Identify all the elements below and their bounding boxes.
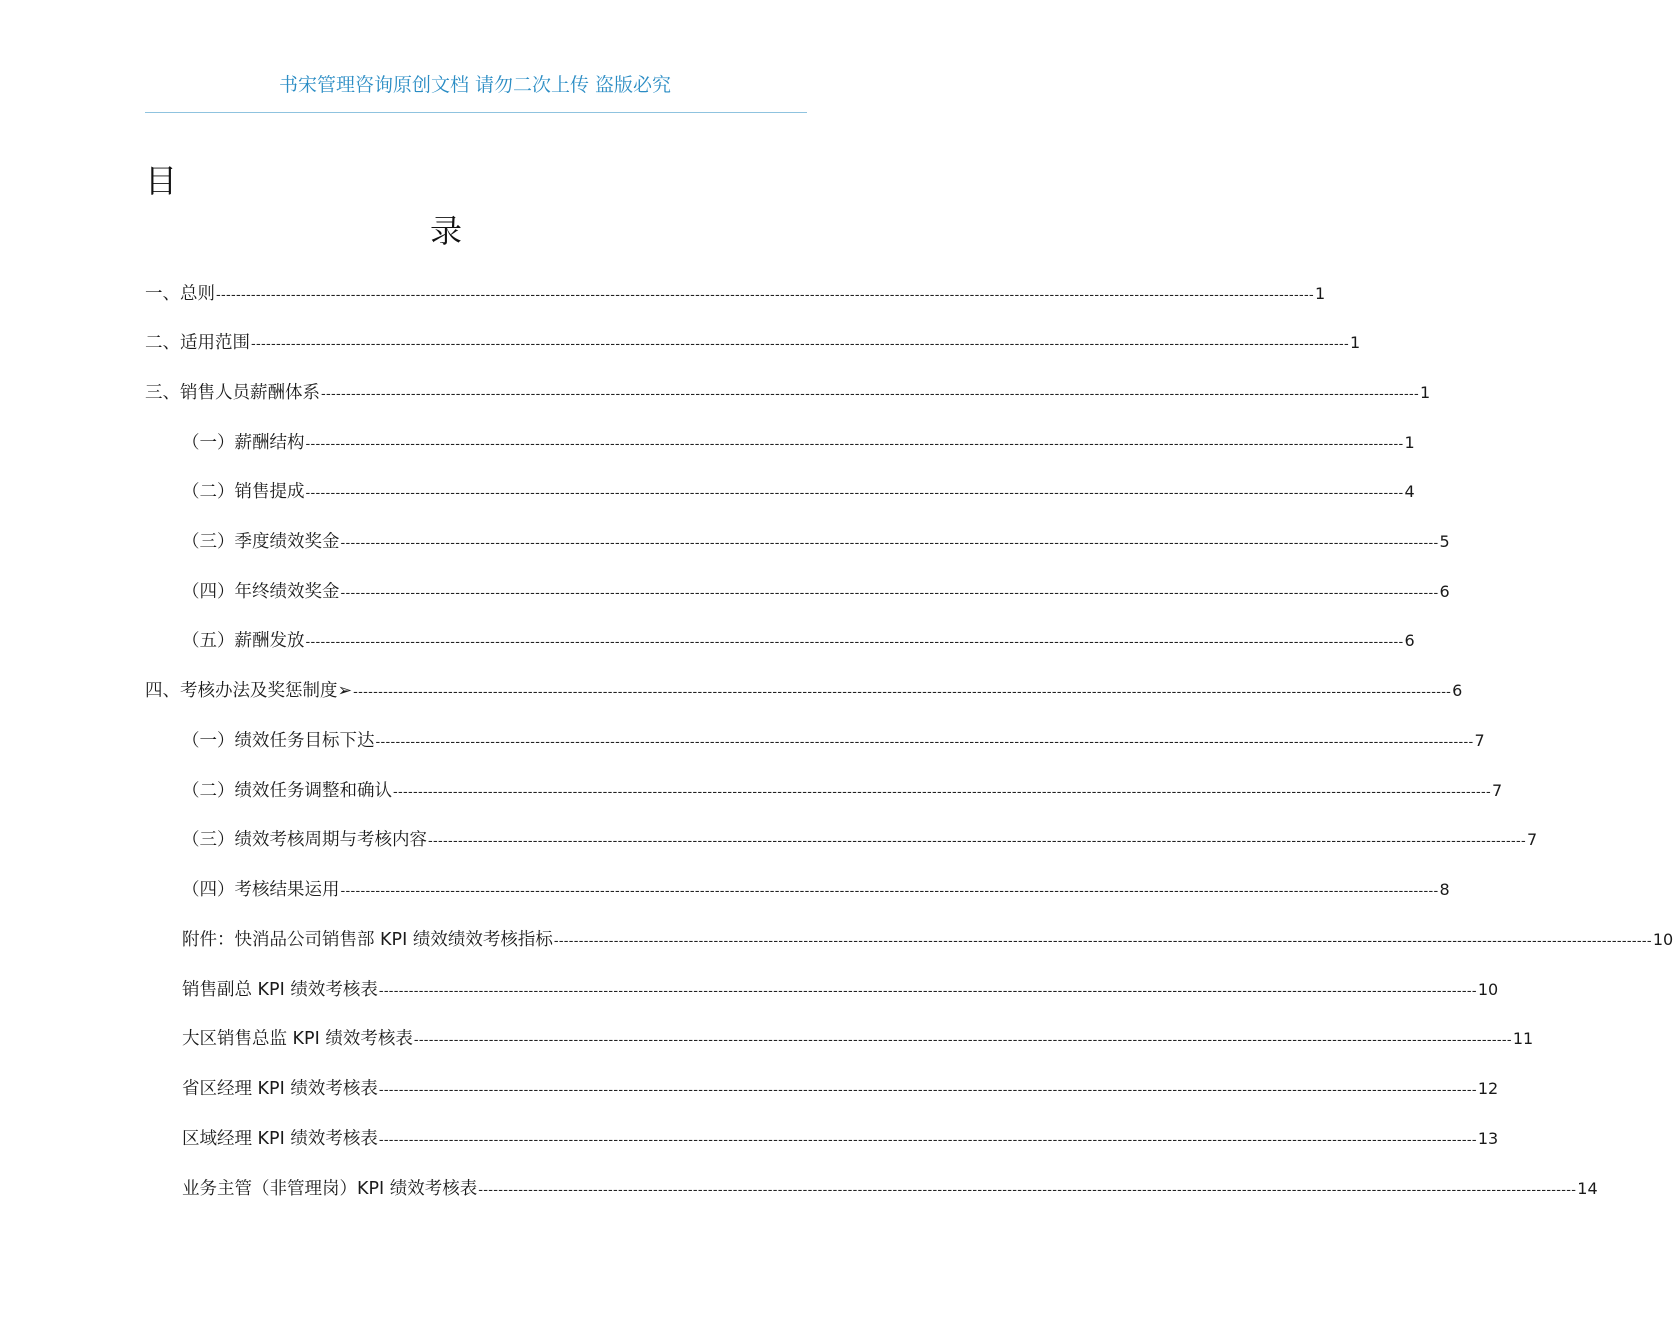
toc-leader: ----------------------------------------------------------------------------------------------------------------------------------------------------------------------------------------------------------------------------	[251, 337, 1349, 352]
toc-entry-page: 4	[1404, 482, 1415, 501]
toc-entry[interactable]	[182, 778, 1503, 804]
toc-entry-page: 5	[1439, 532, 1450, 551]
toc-entry[interactable]	[182, 430, 1415, 456]
toc-entry[interactable]	[182, 579, 1450, 605]
toc-entry[interactable]	[182, 1126, 1499, 1152]
toc-entry-label: （二）销售提成	[182, 482, 305, 502]
toc-entry-page: 6	[1439, 582, 1450, 601]
toc-entry-label: （二）绩效任务调整和确认	[182, 781, 392, 801]
toc-entry-page: 7	[1492, 781, 1503, 800]
toc-title-part2: 录	[429, 212, 462, 250]
toc-leader: ----------------------------------------------------------------------------------------------------------------------------------------------------------------------------------------------------------------------------	[321, 387, 1419, 402]
toc-entry-page: 6	[1452, 681, 1463, 700]
toc-entry-page: 1	[1404, 433, 1415, 452]
toc-entry[interactable]	[145, 330, 1361, 356]
toc-entry[interactable]	[182, 728, 1485, 754]
toc-leader: ----------------------------------------------------------------------------------------------------------------------------------------------------------------------------------------------------------------------------	[305, 635, 1404, 650]
toc-entry-label: （五）薪酬发放	[182, 631, 305, 651]
toc-entry-page: 10	[1477, 980, 1499, 999]
toc-leader: ----------------------------------------------------------------------------------------------------------------------------------------------------------------------------------------------------------------------------	[378, 1083, 1477, 1098]
toc-entry[interactable]	[182, 877, 1450, 903]
toc-entry-label: 区域经理 KPI 绩效考核表	[182, 1129, 378, 1149]
toc-entry[interactable]	[182, 479, 1415, 505]
toc-entry[interactable]	[182, 1176, 1598, 1202]
toc-entry[interactable]	[182, 827, 1538, 853]
toc-entry-label: （一）薪酬结构	[182, 433, 305, 453]
toc-leader: ----------------------------------------------------------------------------------------------------------------------------------------------------------------------------------------------------------------------------	[353, 685, 1452, 700]
toc-entry[interactable]	[182, 529, 1450, 555]
toc-leader: ----------------------------------------------------------------------------------------------------------------------------------------------------------------------------------------------------------------------------	[305, 486, 1404, 501]
toc-entry-label: 大区销售总监 KPI 绩效考核表	[182, 1029, 413, 1049]
toc-leader: ----------------------------------------------------------------------------------------------------------------------------------------------------------------------------------------------------------------------------	[216, 288, 1314, 303]
toc-entry-label: 业务主管（非管理岗）KPI 绩效考核表	[182, 1179, 478, 1199]
toc-leader: ----------------------------------------------------------------------------------------------------------------------------------------------------------------------------------------------------------------------------	[378, 984, 1477, 999]
toc-title-part1: 目	[145, 162, 178, 200]
toc-entry-label: 省区经理 KPI 绩效考核表	[182, 1079, 378, 1099]
toc-entry-label: 三、销售人员薪酬体系	[145, 383, 320, 403]
toc-entry[interactable]	[182, 977, 1499, 1003]
toc-entry[interactable]	[182, 628, 1415, 654]
toc-entry-label: （四）考核结果运用	[182, 880, 340, 900]
toc-leader: ----------------------------------------------------------------------------------------------------------------------------------------------------------------------------------------------------------------------------	[340, 884, 1439, 899]
toc-leader: ----------------------------------------------------------------------------------------------------------------------------------------------------------------------------------------------------------------------------	[413, 1033, 1512, 1048]
toc-entry[interactable]	[145, 678, 1463, 704]
toc-leader: ----------------------------------------------------------------------------------------------------------------------------------------------------------------------------------------------------------------------------	[478, 1183, 1577, 1198]
toc-entry-label: 二、适用范围	[145, 333, 250, 353]
toc-entry-label: 四、考核办法及奖惩制度➢	[145, 681, 353, 701]
toc-entry-label: （四）年终绩效奖金	[182, 582, 340, 602]
toc-entry-page: 11	[1512, 1029, 1534, 1048]
toc-entry-page: 7	[1527, 830, 1538, 849]
toc-entry-label: （三）绩效考核周期与考核内容	[182, 830, 427, 850]
toc-entry-page: 1	[1315, 284, 1326, 303]
toc-leader: ----------------------------------------------------------------------------------------------------------------------------------------------------------------------------------------------------------------------------	[378, 1133, 1477, 1148]
toc-entry-page: 10	[1652, 930, 1673, 949]
toc-entry[interactable]	[182, 1076, 1499, 1102]
toc-entry-label: 一、总则	[145, 284, 215, 304]
toc-entry-label: 附件：快消品公司销售部 KPI 绩效绩效考核指标	[182, 930, 553, 950]
header-watermark: 书宋管理咨询原创文档 请勿二次上传 盗版必究	[278, 74, 672, 96]
toc-leader: ----------------------------------------------------------------------------------------------------------------------------------------------------------------------------------------------------------------------------	[340, 586, 1439, 601]
toc-entry[interactable]	[145, 380, 1431, 406]
toc-entry-page: 12	[1477, 1079, 1499, 1098]
toc-leader: ----------------------------------------------------------------------------------------------------------------------------------------------------------------------------------------------------------------------------	[393, 785, 1491, 800]
toc-entry-page: 7	[1474, 731, 1485, 750]
toc-entry[interactable]	[182, 927, 1673, 953]
toc-leader: ----------------------------------------------------------------------------------------------------------------------------------------------------------------------------------------------------------------------------	[553, 934, 1652, 949]
toc-entry-label: 销售副总 KPI 绩效考核表	[182, 980, 378, 1000]
toc-entry-page: 13	[1477, 1129, 1499, 1148]
toc-entry-label: （三）季度绩效奖金	[182, 532, 340, 552]
toc-entry-page: 14	[1577, 1179, 1598, 1198]
toc-entry[interactable]	[145, 281, 1326, 307]
toc-entry[interactable]	[182, 1026, 1534, 1052]
toc-entry-label: （一）绩效任务目标下达	[182, 731, 375, 751]
toc-entry-page: 1	[1350, 333, 1361, 352]
toc-leader: ----------------------------------------------------------------------------------------------------------------------------------------------------------------------------------------------------------------------------	[305, 437, 1404, 452]
toc-entry-page: 8	[1439, 880, 1450, 899]
toc-leader: ----------------------------------------------------------------------------------------------------------------------------------------------------------------------------------------------------------------------------	[428, 834, 1526, 849]
toc-leader: ----------------------------------------------------------------------------------------------------------------------------------------------------------------------------------------------------------------------------	[340, 536, 1439, 551]
toc-leader: ----------------------------------------------------------------------------------------------------------------------------------------------------------------------------------------------------------------------------	[375, 735, 1474, 750]
toc-entry-page: 1	[1420, 383, 1431, 402]
toc-entry-page: 6	[1404, 631, 1415, 650]
